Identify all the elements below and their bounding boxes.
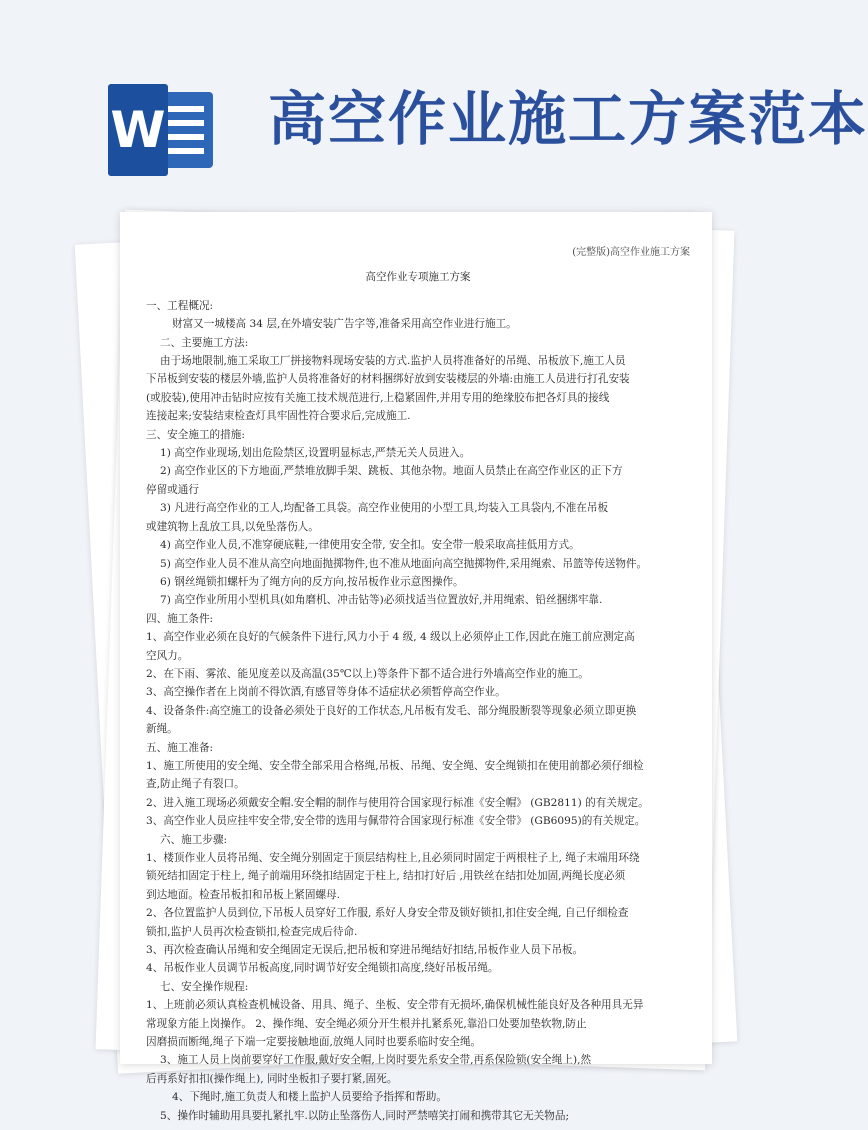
word-document-icon <box>108 84 213 176</box>
document-line: 3、高空操作者在上岗前不得饮酒,有感冒等身体不适症状必须暂停高空作业。 <box>146 686 506 699</box>
document-line: 六、施工步骤: <box>160 833 228 846</box>
document-line: 2) 高空作业区的下方地面,严禁堆放脚手架、跳板、其他杂物。地面人员禁止在高空作业区的正下方 <box>160 465 623 478</box>
document-line: 空风力。 <box>146 649 189 662</box>
banner-title: 高空作业施工方案范本 <box>268 85 868 153</box>
document-line: 3、高空作业人员应挂牢安全带,安全带的选用与佩带符合国家现行标准《安全带》 (GB6095)的有关规定。 <box>146 815 646 828</box>
document-line: 财富又一城楼高 34 层,在外墙安装广告字等,准备采用高空作业进行施工。 <box>172 318 517 331</box>
document-line: 1) 高空作业现场,划出危险禁区,设置明显标志,严禁无关人员进入。 <box>160 447 471 460</box>
document-line: 因磨损而断绳,绳子下端一定要接触地面,放绳人同时也要系临时安全绳。 <box>146 1036 482 1049</box>
document-line: 1、上班前必须认真检查机械设备、用具、绳子、坐板、安全带有无损坏,确保机械性能良好及各种用具无异 <box>146 999 644 1012</box>
document-line: 由于场地限制,施工采取工厂拼接物料现场安装的方式.监护人员将准备好的吊绳、吊板放下,施工人员 <box>160 355 626 368</box>
document-line: 7) 高空作业所用小型机具(如角磨机、冲击钻等)必须找适当位置放好,并用绳索、铅丝捆绑牢靠. <box>160 594 603 607</box>
word-icon-letter: W <box>108 84 168 176</box>
document-line: 6) 钢丝绳锁扣螺杆为了绳方向的反方向,按吊板作业示意图操作。 <box>160 575 464 588</box>
document-line: 七、安全操作规程: <box>160 980 249 993</box>
document-page <box>120 212 712 1122</box>
document-line: 4、吊板作业人员调节吊板高度,同时调节好安全绳锁扣高度,绕好吊板吊绳。 <box>146 962 499 975</box>
document-line: 五、施工准备: <box>146 741 214 754</box>
document-line: 后再系好扣扣(操作绳上), 同时坐板扣子要打紧,固死。 <box>146 1072 398 1085</box>
document-line: 1、高空作业必须在良好的气候条件下进行,风力小于 4 级, 4 级以上必须停止工作,因此在施工前应测定高 <box>146 631 635 644</box>
document-line: 4、下绳时,施工负责人和楼上监护人员要给予指挥和帮助。 <box>172 1091 447 1104</box>
document-title: 高空作业专项施工方案 <box>365 271 471 284</box>
document-line: 到达地面。检查吊板扣和吊板上紧固螺母. <box>146 888 341 901</box>
document-line: 二、主要施工方法: <box>160 336 249 349</box>
document-line: 3) 凡进行高空作业的工人,均配备工具袋。高空作业使用的小型工具,均装入工具袋内,不准在吊板 <box>160 502 609 515</box>
document-header: (完整版)高空作业施工方案 <box>572 247 690 258</box>
document-line: 2、进入施工现场必须戴安全帽.安全帽的制作与使用符合国家现行标准《安全帽》 (GB2811) 的有关规定。 <box>146 796 649 809</box>
document-line: 三、安全施工的措施: <box>146 428 245 441</box>
document-body <box>146 297 690 1125</box>
document-line: 常现象方能上岗操作。 2、操作绳、安全绳必须分开生根并扎紧系死,靠沿口处要加垫软物,防止 <box>146 1017 587 1030</box>
document-line: 4) 高空作业人员,不准穿硬底鞋,一律使用安全带, 安全扣。安全带一般采取高挂低用方式。 <box>160 539 580 552</box>
document-line: 3、再次检查确认吊绳和安全绳固定无误后,把吊板和穿进吊绳结好扣结,吊板作业人员下吊板。 <box>146 944 584 957</box>
document-line: 查,防止绳子有裂口。 <box>146 778 245 791</box>
document-line: 3、施工人员上岗前要穿好工作服,戴好安全帽,上岗时要先系安全带,再系保险锁(安全绳上),然 <box>160 1054 592 1067</box>
document-line: 四、施工条件: <box>146 612 214 625</box>
document-line: 或建筑物上乱放工具,以免坠落伤人。 <box>146 520 319 533</box>
document-line: 新绳。 <box>146 723 178 736</box>
document-line: 停留或通行 <box>146 483 199 496</box>
document-line: 锁扣,监护人员再次检查锁扣,检查完成后待命. <box>146 925 358 938</box>
document-line: 1、楼顶作业人员将吊绳、安全绳分别固定于顶层结构柱上,且必须同时固定于两根柱子上, 绳子末端用环绕 <box>146 852 640 864</box>
document-line: 5、操作时辅助用具要扎紧扎牢.以防止坠落伤人,同时严禁嘻笑打闹和携带其它无关物品; <box>160 1109 570 1122</box>
document-line: 1、施工所使用的安全绳、安全带全部采用合格绳,吊板、吊绳、安全绳、安全绳锁扣在使用前都必须仔细检 <box>146 759 644 772</box>
document-line: 5) 高空作业人员不准从高空向地面抛掷物件,也不准从地面向高空抛掷物件,采用绳索、吊篮等传送物件。 <box>160 557 648 570</box>
document-line: 4、设备条件:高空施工的设备必须处于良好的工作状态,凡吊板有发毛、部分绳股断裂等现象必须立即更换 <box>146 704 637 717</box>
document-line: 连接起来;安装结束检查灯具牢固性符合要求后,完成施工. <box>146 410 411 423</box>
document-line: (或胶装),使用冲击钻时应按有关施工技术规范进行,上稳紧固件,并用专用的绝缘胶布把各灯具的接线 <box>146 391 610 404</box>
banner <box>0 0 868 200</box>
document-line: 2、在下雨、雾浓、能见度差以及高温(35℃以上)等条件下都不适合进行外墙高空作业的施工。 <box>146 667 589 680</box>
document-line: 下吊板到安装的楼层外墙,监护人员将准备好的材料捆绑好放到安装楼层的外墙:由施工人员进行打孔安装 <box>146 373 630 386</box>
document-line: 一、工程概况: <box>146 299 214 312</box>
document-line: 锁死结扣固定于柱上, 绳子前端用环绕扣结固定于柱上, 结扣打好后 ,用铁丝在结扣处加固,两绳长度必须 <box>146 870 626 883</box>
document-line: 2、各位置监护人员到位,下吊板人员穿好工作服, 系好人身安全带及锁好锁扣,扣住安全绳, 自己仔细检查 <box>146 907 629 920</box>
